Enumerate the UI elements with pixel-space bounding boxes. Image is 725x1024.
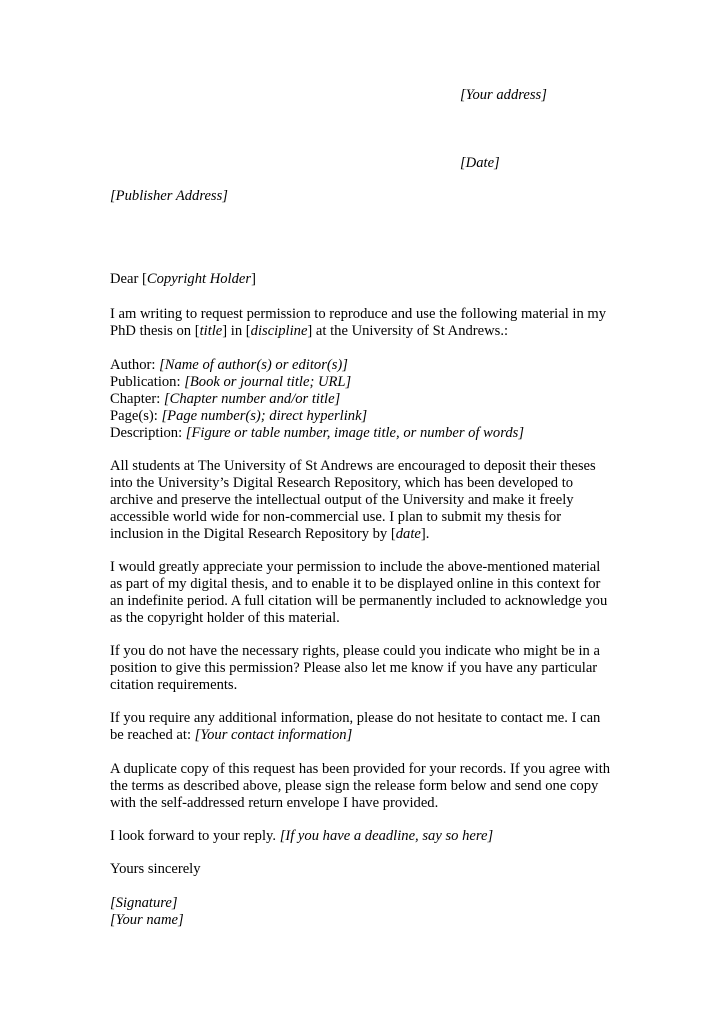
signature-placeholder: [Signature] <box>110 895 178 911</box>
paragraph-text: inclusion in the Digital Research Repository by [ <box>110 526 396 542</box>
intro-text: PhD thesis on [ <box>110 323 200 339</box>
detail-label: Page(s): <box>110 408 162 424</box>
detail-label: Author: <box>110 357 160 373</box>
salutation-suffix: ] <box>251 271 256 287</box>
paragraph-line: as the copyright holder of this material. <box>110 610 340 626</box>
detail-value: [Figure or table number, image title, or number of words] <box>185 425 525 441</box>
paragraph-line: as part of my digital thesis, and to enable it to be displayed online in this context for <box>110 576 601 592</box>
signature-block <box>110 895 630 929</box>
paragraph-line <box>110 828 630 845</box>
intro-line: I am writing to request permission to reproduce and use the following material in my <box>110 306 607 322</box>
paragraph-line: into the University’s Digital Research Repository, which has been developed to <box>110 475 574 491</box>
detail-chapter <box>110 391 630 408</box>
publisher-address-text: [Publisher Address] <box>110 188 228 204</box>
paragraph-line: with the self-addressed return envelope I have provided. <box>110 795 439 811</box>
paragraph-line: accessible world wide for non-commercial use. I plan to submit my thesis for <box>110 509 562 525</box>
date-placeholder: date <box>395 526 421 542</box>
paragraph-line: position to give this permission? Please also let me know if you have any particular <box>110 660 598 676</box>
salutation-line <box>110 271 630 288</box>
permission-paragraph <box>110 559 630 627</box>
paragraph-line <box>110 526 630 543</box>
paragraph-line: archive and preserve the intellectual output of the University and make it freely <box>110 492 574 508</box>
paragraph-line: citation requirements. <box>110 677 238 693</box>
copyright-holder-placeholder: Copyright Holder <box>146 271 252 287</box>
salutation-prefix: Dear [ <box>110 271 147 287</box>
intro-paragraph <box>110 306 630 340</box>
detail-pages <box>110 408 630 425</box>
repository-paragraph <box>110 458 630 543</box>
duplicate-paragraph <box>110 761 630 812</box>
valediction-text: Yours sincerely <box>110 861 201 877</box>
paragraph-line <box>110 727 630 744</box>
paragraph-line: an indefinite period. A full citation will be permanently included to acknowledge you <box>110 593 608 609</box>
rights-paragraph <box>110 643 630 694</box>
contact-paragraph <box>110 710 630 744</box>
publisher-address <box>110 188 630 205</box>
intro-text: ] at the University of St Andrews.: <box>307 323 509 339</box>
detail-label: Chapter: <box>110 391 164 407</box>
detail-label: Publication: <box>110 374 185 390</box>
detail-value: [Page number(s); direct hyperlink] <box>161 408 368 424</box>
contact-placeholder: [Your contact information] <box>194 727 353 743</box>
detail-author <box>110 357 630 374</box>
sender-address-text: [Your address] <box>460 87 547 103</box>
salutation <box>110 271 630 288</box>
paragraph-line: A duplicate copy of this request has been provided for your records. If you agree with <box>110 761 611 777</box>
detail-value: [Chapter number and/or title] <box>163 391 341 407</box>
valediction <box>110 861 630 878</box>
title-placeholder: title <box>199 323 223 339</box>
closing-reply <box>110 828 630 845</box>
paragraph-text: ]. <box>420 526 430 542</box>
deadline-placeholder: [If you have a deadline, say so here] <box>279 828 494 844</box>
paragraph-line: All students at The University of St Andrews are encouraged to deposit their theses <box>110 458 596 474</box>
paragraph-line: I would greatly appreciate your permission to include the above-mentioned material <box>110 559 601 575</box>
paragraph-line: If you require any additional information, please do not hesitate to contact me. I can <box>110 710 601 726</box>
detail-label: Description: <box>110 425 186 441</box>
detail-publication <box>110 374 630 391</box>
paragraph-text: I look forward to your reply. <box>110 828 280 844</box>
paragraph-text: be reached at: <box>110 727 195 743</box>
material-details <box>110 357 630 442</box>
letter-date <box>460 155 660 172</box>
paragraph-line: If you do not have the necessary rights, please could you indicate who might be in a <box>110 643 600 659</box>
detail-value: [Name of author(s) or editor(s)] <box>159 357 348 373</box>
detail-value: [Book or journal title; URL] <box>184 374 352 390</box>
sender-address <box>460 87 660 104</box>
intro-text: ] in [ <box>222 323 251 339</box>
paragraph-line: the terms as described above, please sign the release form below and send one copy <box>110 778 599 794</box>
letter-date-text: [Date] <box>460 155 500 171</box>
intro-line <box>110 323 630 340</box>
name-placeholder: [Your name] <box>110 912 184 928</box>
detail-description <box>110 425 630 442</box>
discipline-placeholder: discipline <box>250 323 308 339</box>
